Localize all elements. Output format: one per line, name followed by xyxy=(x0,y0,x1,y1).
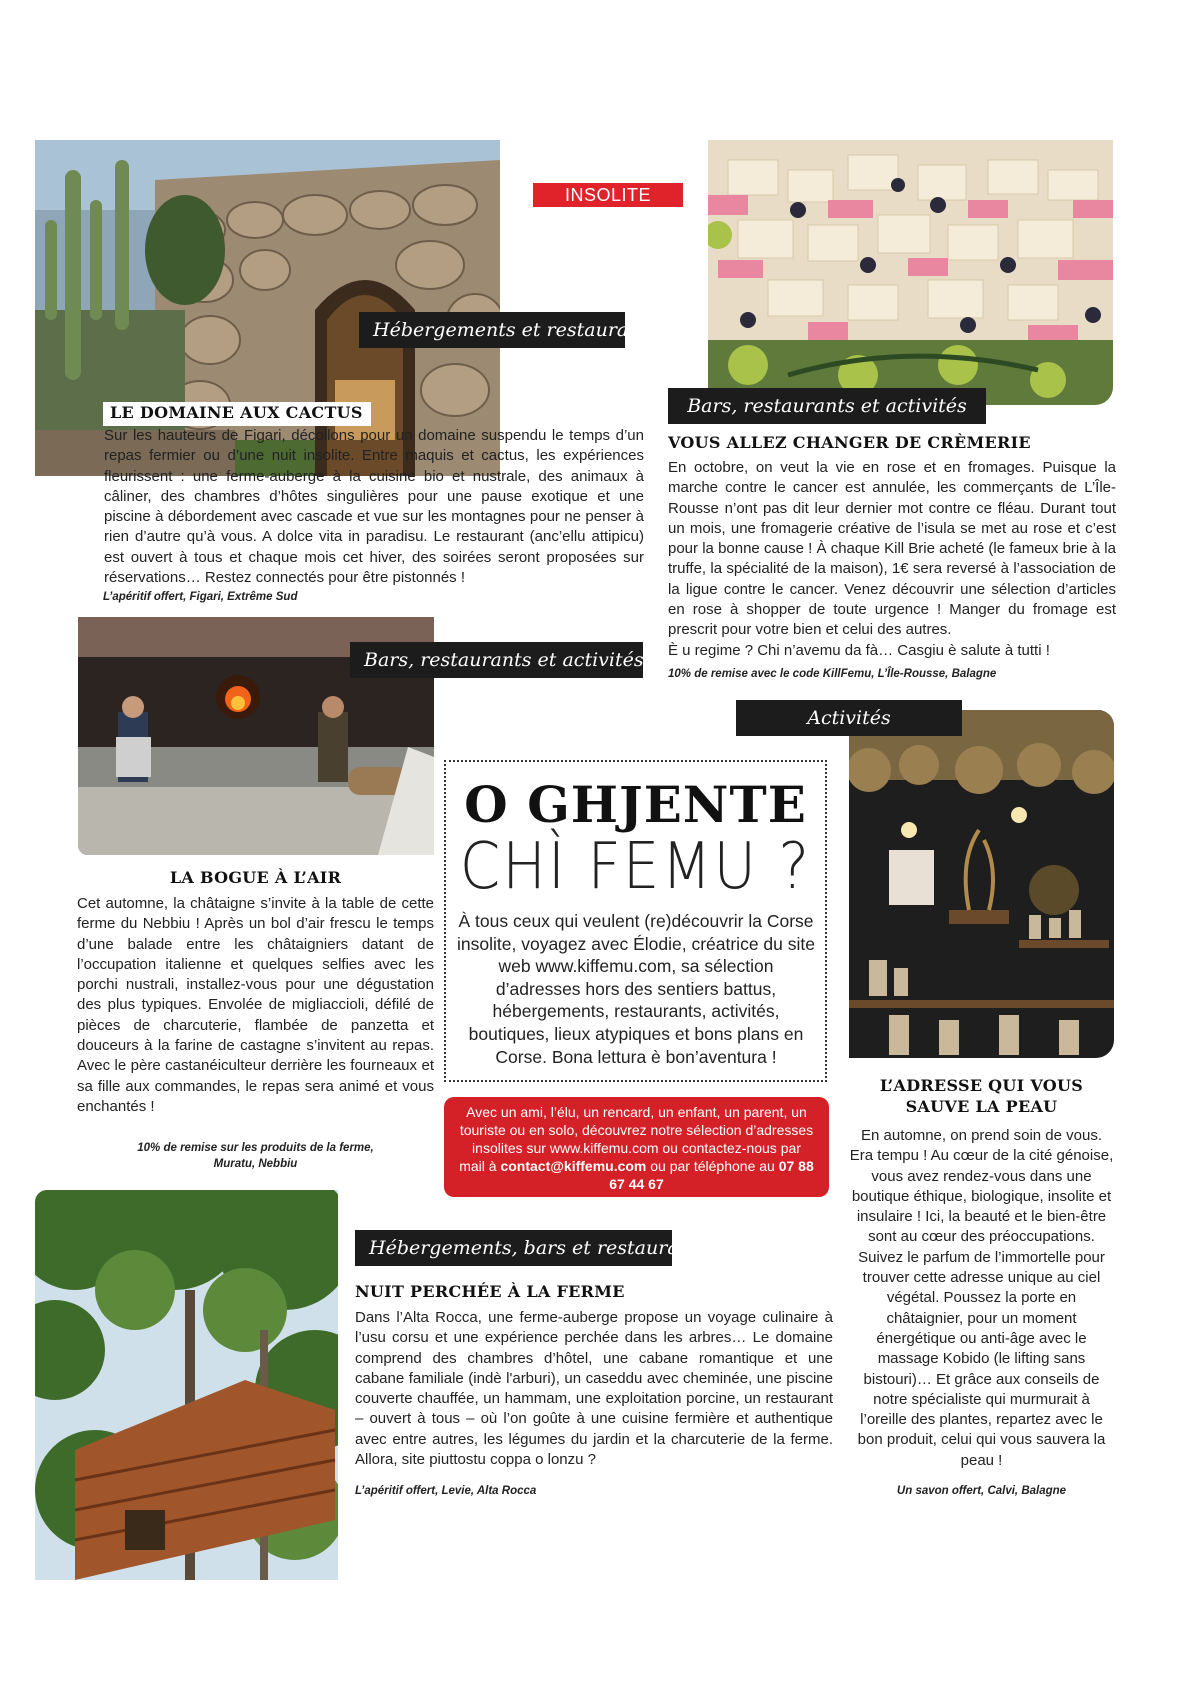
category-label-peau: Activités xyxy=(736,700,962,736)
credit-domaine: L’apéritif offert, Figari, Extrême Sud xyxy=(103,591,298,603)
feature-intro: À tous ceux qui veulent (re)découvrir la Corse insolite, voyagez avec Élodie, créatrice du site web www.kiffemu.com, sa sélection d’adresses hors des sentiers battus, hébergements, restaurants, activités, boutiques, lieux atypiques et bons plans en Corse. Bona lettura è bon’aventura ! xyxy=(457,911,815,1067)
category-label-domaine: Hébergements et restaurants xyxy=(359,312,625,348)
headline-domaine: LE DOMAINE AUX CACTUS xyxy=(110,403,363,422)
credit-nuit: L’apéritif offert, Levie, Alta Rocca xyxy=(355,1485,537,1497)
article-domaine-text: Sur les hauteurs de Figari, décollons pour un domaine suspendu le temps d’un repas fermier ou d’une nuit insolite. Entre maquis et cactus, les expériences fleurissent : une ferme-auberge à la cuisine bio et nustrale, des animaux à câliner, des chambres d’hôtes singulières pour une pause exotique et une piscine à débordement avec cascade et vue sur les montagnes pour ne penser à rien d’autre qu’à vous. A dolce vita in paradisu. Le restaurant (anc’ellu attipicu) est ouvert à tous et chaque mois cet hiver, des soirées seront proposées sur réservations… Restez connectés pour être pistonnés ! xyxy=(104,427,644,587)
article-cremerie-paragraph: En octobre, on veut la vie en rose et en fromages. Puisque la marche contre le cancer est annulée, les commerçants de L’Île-Rousse n’ont pas dit leur dernier mot contre ce fléau. Durant tout un mois, une fromagerie créative de l’isula se met au rose et c’est pour la bonne cause ! À chaque Kill Brie acheté (le fameux brie à la truffe, la spécialité de la maison), 1€ sera reversé à l’association de la ligue contre le cancer. Venez découvrir une sélection d’articles en rose à shopper de toute urgence ! Manger du fromage est prescrit pour votre bien et celui des autres. xyxy=(668,459,1116,639)
contact-text: Avec un ami, l’élu, un rencard, un enfant, un parent, un touriste ou en solo, découvrez notre sélection d’adresses insolites sur www.kiffemu.com ou contactez-nous par mail à xyxy=(459,1104,814,1174)
article-bogue-text: Cet automne, la châtaigne s’invite à la table de cette ferme du Nebbiu ! Après un bol d’air frescu le temps d’une balade entre les châtaigniers datant de l’occupation italienne et quelques selfies avec les porchi nustrali, installez-vous pour une dégustation des plus typiques. Envolée de migliaccioli, défilé de pièces de charcuterie, flambée de panzetta et douceurs à la farine de castagne s’invitent au repas. Avec le père castanéiculteur derrière les fourneaux et sa fille aux commandes, le repas sera animé et vous enchantés ! xyxy=(77,895,434,1115)
feature-title-line1: O GHJENTE xyxy=(464,775,807,834)
cheese-platter-photo xyxy=(708,140,1113,405)
contact-phone[interactable]: 07 88 67 44 67 xyxy=(609,1158,814,1192)
credit-bogue-line2: Muratu, Nebbiu xyxy=(213,1158,298,1170)
category-label-nuit: Hébergements, bars et restaurants xyxy=(355,1230,672,1266)
credit-peau: Un savon offert, Calvi, Balagne xyxy=(896,1485,1067,1497)
contact-mid: ou par téléphone au xyxy=(646,1158,779,1174)
headline-cremerie: VOUS ALLEZ CHANGER DE CRÈMERIE xyxy=(668,433,1031,452)
headline-bogue: LA BOGUE À L’AIR xyxy=(169,868,342,887)
headline-peau-line2: SAUVE LA PEAU xyxy=(905,1097,1058,1116)
credit-cremerie: 10% de remise avec le code KillFemu, L’Île-Rousse, Balagne xyxy=(668,668,997,680)
article-peau-text: En automne, on prend soin de vous. Era tempu ! Au cœur de la cité génoise, vous avez rendez-vous dans une boutique éthique, biologique, insolite et insulaire ! Ici, la beauté et le bien-être sont au cœur des préoccupations. Suivez le parfum de l’immortelle pour trouver cette adresse unique au ciel végétal. Poussez la porte en châtaignier, pour un moment énergétique ou anti-âge avec le massage Kobido (le lifting sans bistouri)… Et grâce aux conseils de notre spécialiste qui murmurait à l’oreille des plantes, repartez avec le bon produit, celui qui vous sauvera la peau ! xyxy=(849,1127,1114,1469)
headline-nuit: NUIT PERCHÉE À LA FERME xyxy=(355,1282,625,1301)
category-label-bogue: Bars, restaurants et activités xyxy=(350,642,643,678)
contact-box xyxy=(444,1097,829,1197)
category-label-cremerie: Bars, restaurants et activités xyxy=(668,388,986,424)
credit-bogue xyxy=(77,1140,434,1172)
contact-email[interactable]: contact@kiffemu.com xyxy=(500,1158,647,1174)
article-nuit-text: Dans l’Alta Rocca, une ferme-auberge propose un voyage culinaire à l’usu corsu et une expérience perchée dans les arbres… Le domaine comprend des chambres d’hôtel, une cabane romantique et une cabane familiale (indè l'arburi), un caseddu avec cheminée, une piscine couverte chauffée, un hammam, une exploitation porcine, un restaurant – ouvert à tous – où l’on goûte à une cuisine fermière et authentique avec entre autres, les légumes du jardin et la charcuterie de la ferme. Allora, site piuttostu coppa o lonzu ? xyxy=(355,1309,833,1469)
credit-bogue-line1: 10% de remise sur les produits de la ferme, xyxy=(137,1142,374,1154)
feature-title-line2: CHÌ FEMU ? xyxy=(459,828,812,904)
insolite-badge: INSOLITE xyxy=(533,183,683,207)
headline-peau-line1: L’ADRESSE QUI VOUS xyxy=(879,1076,1084,1095)
beauty-shop-photo xyxy=(849,710,1114,1058)
article-cremerie-closing: È u regime ? Chi n’avemu da fà… Casgiu è salute à tutti ! xyxy=(668,641,1050,659)
treehouse-photo xyxy=(35,1190,338,1580)
headline-peau xyxy=(849,1075,1114,1117)
article-cremerie-text xyxy=(668,458,1116,661)
